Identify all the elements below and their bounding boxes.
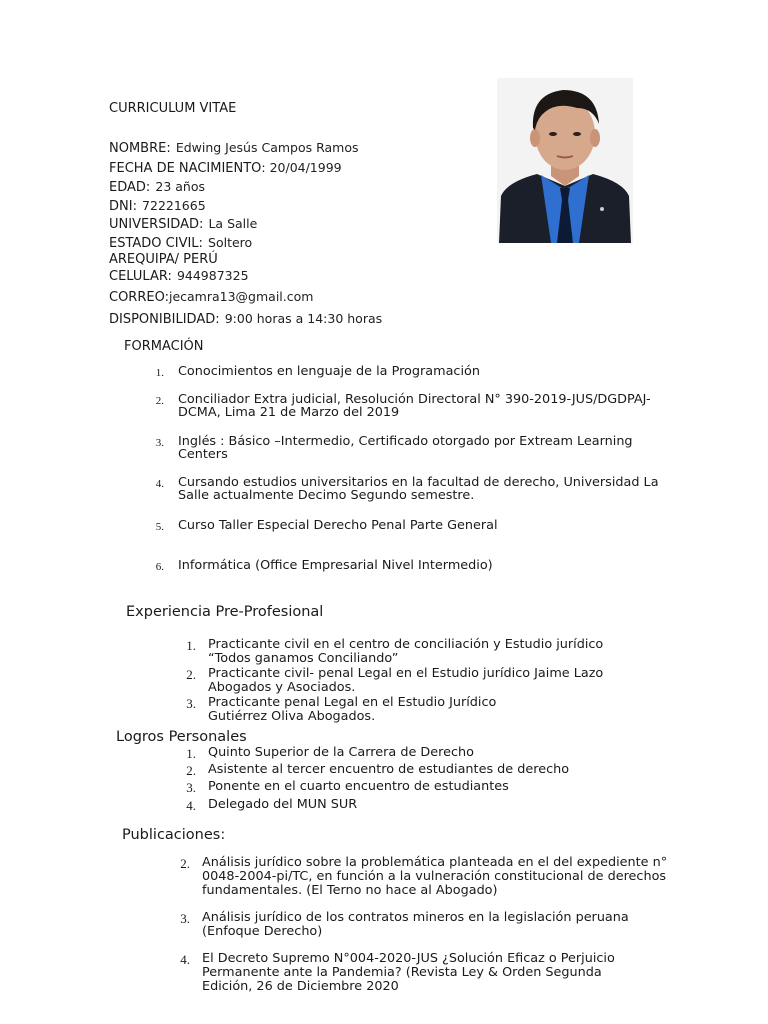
list-item-line: Centers — [178, 447, 228, 462]
personal-row-email — [109, 286, 313, 305]
list-item-line: Practicante penal Legal en el Estudio Jurídico — [208, 695, 497, 710]
list-item — [178, 435, 633, 461]
list-number: 2. — [186, 667, 196, 682]
person-portrait-icon — [497, 78, 633, 243]
list-item-line: Practicante civil en el centro de conciliación y Estudio jurídico — [208, 637, 604, 652]
list-item-line: Análisis jurídico de los contratos mineros en la legislación peruana — [202, 910, 629, 925]
list-item: Ponente en el cuarto encuentro de estudiantes — [208, 779, 509, 794]
formacion-heading: FORMACIÓN — [124, 339, 204, 354]
email-label: CORREO: — [109, 290, 169, 305]
personal-row-name — [109, 137, 359, 156]
document-title: CURRICULUM VITAE — [109, 101, 237, 116]
list-item-line: Conciliador Extra judicial, Resolución Directoral N° 390-2019-JUS/DGDPAJ- — [178, 392, 651, 407]
email-value: jecamra13@gmail.com — [168, 289, 314, 304]
list-number: 1. — [186, 746, 196, 761]
birthdate-label: FECHA DE NACIMIENTO — [109, 161, 262, 176]
age-value: 23 años — [155, 179, 205, 194]
name-label: NOMBRE: — [109, 141, 171, 156]
availability-value: 9:00 horas a 14:30 horas — [224, 311, 383, 326]
location-label: AREQUIPA/ PERÚ — [109, 252, 218, 267]
list-number: 2. — [155, 395, 164, 407]
list-item-line: Inglés : Básico –Intermedio, Certificado otorgado por Extream Learning — [178, 434, 633, 449]
publicaciones-heading: Publicaciones: — [122, 827, 226, 843]
list-item — [178, 365, 480, 378]
list-item — [202, 911, 629, 939]
personal-row-age — [109, 176, 205, 195]
list-item-line: Salle actualmente Decimo Segundo semestre. — [178, 488, 475, 503]
logros-heading: Logros Personales — [116, 729, 247, 745]
list-item-line: Edición, 26 de Diciembre 2020 — [202, 979, 399, 994]
list-number: 3. — [186, 780, 196, 795]
list-item — [202, 952, 615, 994]
dni-label: DNI: — [109, 199, 137, 214]
list-item-line: Permanente ante la Pandemia? (Revista Ley & Orden Segunda — [202, 965, 602, 980]
list-number: 6. — [155, 561, 164, 573]
list-number: 4. — [155, 478, 164, 490]
list-item-line: El Decreto Supremo N°004-2020-JUS ¿Solución Eficaz o Perjuicio — [202, 951, 615, 966]
experiencia-heading: Experiencia Pre-Profesional — [126, 604, 324, 620]
name-value: Edwing Jesús Campos Ramos — [175, 140, 359, 155]
list-item-line: “Todos ganamos Conciliando” — [208, 651, 399, 666]
list-number: 4. — [186, 798, 196, 813]
birthdate-value: : 20/04/1999 — [261, 160, 342, 175]
phone-value: 944987325 — [176, 268, 249, 283]
list-number: 5. — [155, 521, 164, 533]
list-number: 3. — [180, 911, 190, 926]
dni-value: 72221665 — [142, 198, 206, 213]
university-label: UNIVERSIDAD: — [109, 217, 204, 232]
list-item — [208, 638, 603, 666]
list-item-line: Curso Taller Especial Derecho Penal Parte General — [178, 518, 498, 533]
list-item-line: Practicante civil- penal Legal en el Estudio jurídico Jaime Lazo — [208, 666, 604, 681]
list-item-line: 0048-2004-pi/TC, en función a la vulneración constitucional de derechos — [202, 869, 667, 884]
list-item-line: fundamentales. (El Terno no hace al Abogado) — [202, 883, 498, 898]
personal-row-phone — [109, 265, 249, 284]
list-item — [178, 393, 651, 419]
list-item: Asistente al tercer encuentro de estudiantes de derecho — [208, 762, 570, 777]
list-item — [208, 667, 603, 695]
availability-label: DISPONIBILIDAD: — [109, 312, 220, 327]
personal-row-dni — [109, 195, 206, 214]
list-item: Quinto Superior de la Carrera de Derecho — [208, 745, 474, 760]
list-item — [178, 476, 659, 502]
civil-status-value: Soltero — [208, 235, 253, 250]
list-item — [178, 519, 498, 532]
personal-row-birthdate — [109, 157, 342, 176]
list-number: 2. — [186, 763, 196, 778]
list-number: 3. — [186, 696, 196, 711]
list-item: Delegado del MUN SUR — [208, 797, 358, 812]
phone-label: CELULAR: — [109, 269, 172, 284]
list-number: 1. — [155, 367, 164, 379]
list-item-line: DCMA, Lima 21 de Marzo del 2019 — [178, 405, 400, 420]
personal-row-availability — [109, 308, 382, 327]
list-item-line: Gutiérrez Oliva Abogados. — [208, 709, 376, 724]
list-number: 1. — [186, 638, 196, 653]
list-item-line: Cursando estudios universitarios en la facultad de derecho, Universidad La — [178, 475, 659, 490]
civil-status-label: ESTADO CIVIL: — [109, 236, 203, 251]
list-item — [202, 856, 667, 898]
list-item-line: Informática (Office Empresarial Nivel Intermedio) — [178, 558, 493, 573]
list-item-line: Análisis jurídico sobre la problemática planteada en el del expediente n° — [202, 855, 668, 870]
list-item-line: (Enfoque Derecho) — [202, 924, 323, 939]
list-number: 3. — [155, 437, 164, 449]
list-item — [208, 696, 496, 724]
list-number: 4. — [180, 952, 190, 967]
profile-photo — [497, 78, 633, 243]
list-item-line: Conocimientos en lenguaje de la Programación — [178, 364, 480, 379]
university-value: La Salle — [208, 216, 258, 231]
age-label: EDAD: — [109, 180, 151, 195]
list-item — [178, 559, 493, 572]
list-number: 2. — [180, 856, 190, 871]
personal-row-university — [109, 213, 257, 232]
list-item-line: Abogados y Asociados. — [208, 680, 356, 695]
